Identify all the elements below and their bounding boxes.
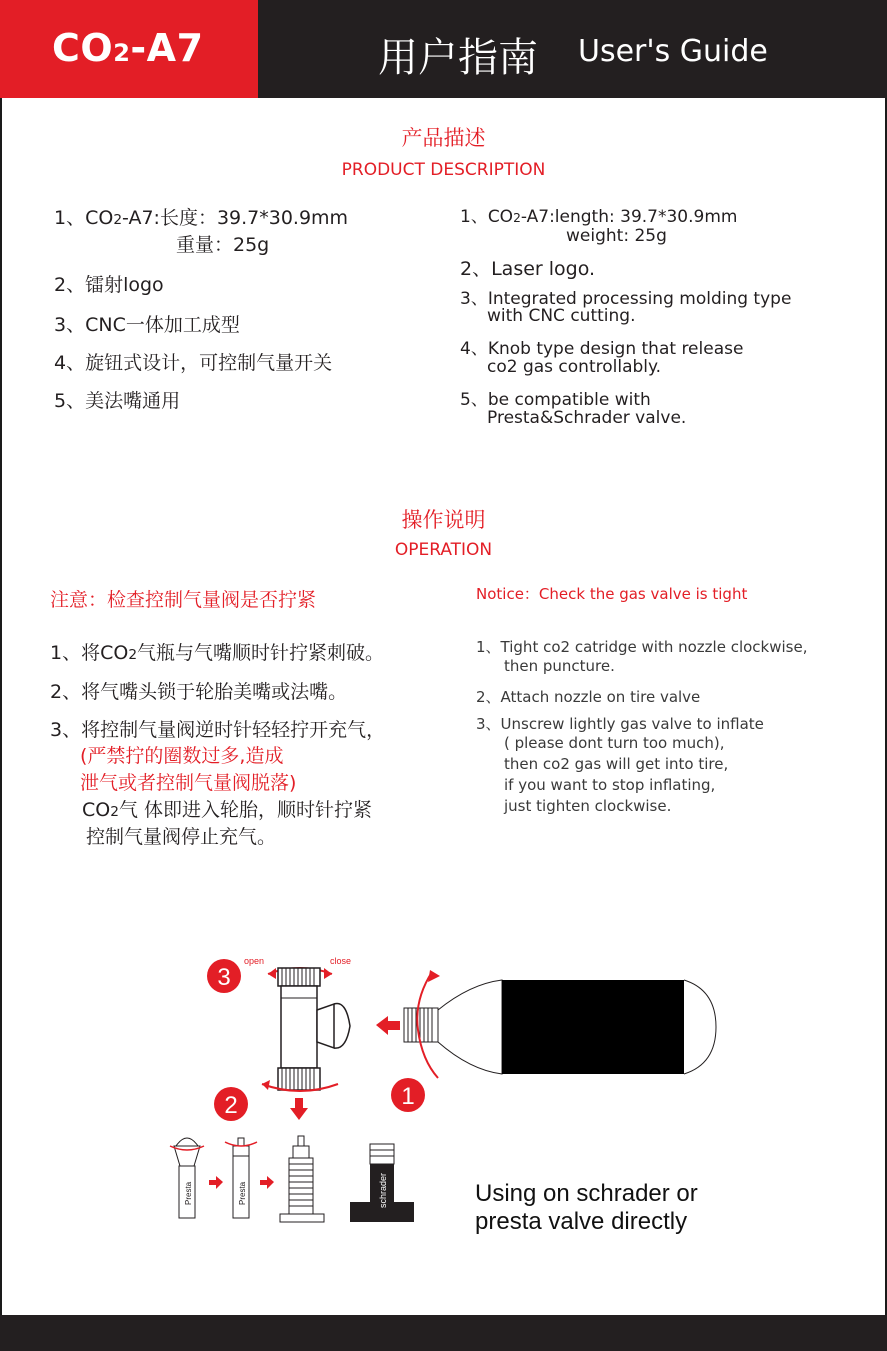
- caption-line-2: presta valve directly: [475, 1208, 688, 1235]
- desc-en-item-5: 5、be compatible with: [460, 390, 651, 410]
- presta-valve-open-icon: [225, 1138, 257, 1218]
- right-arrow-small-icon: [209, 1176, 223, 1189]
- model-badge: [0, 0, 258, 98]
- presta-valve-closed-icon: [170, 1138, 204, 1218]
- svg-text:schrader: schrader: [378, 1172, 388, 1208]
- op-en-step-1: 1、Tight co2 catridge with nozzle clockwise,: [476, 638, 808, 656]
- model-name: CO2-A7: [52, 26, 204, 70]
- op-en-step-3-cont-1: ( please dont turn too much),: [504, 734, 725, 752]
- footer-bar: [0, 1315, 887, 1351]
- svg-text:3: 3: [217, 964, 231, 991]
- desc-en-item-3: 3、Integrated processing molding type: [460, 289, 792, 309]
- header-bar: [0, 0, 887, 98]
- caption-line-1: Using on schrader or: [475, 1180, 698, 1207]
- open-label: open: [244, 956, 265, 966]
- usage-diagram: [0, 940, 887, 1240]
- operation-title-en: OPERATION: [394, 540, 493, 560]
- op-cn-step-3-cont-2: 控制气量阀停止充气。: [86, 826, 277, 848]
- op-cn-step-2: 2、将气嘴头锁于轮胎美嘴或法嘴。: [50, 681, 348, 703]
- svg-text:2: 2: [224, 1092, 238, 1119]
- step-1-badge: [391, 1078, 425, 1112]
- description-title-cn: 产品描述: [401, 126, 486, 150]
- desc-cn-item-4: 4、旋钮式设计，可控制气量开关: [54, 352, 333, 374]
- operation-title-cn: 操作说明: [401, 508, 486, 532]
- desc-en-item-4: 4、Knob type design that release: [460, 339, 744, 359]
- down-arrow-icon: [290, 1098, 308, 1120]
- co2-cartridge-icon: [438, 980, 716, 1074]
- left-arrow-icon: [376, 1016, 400, 1035]
- cartridge-nozzle-icon: [404, 1008, 438, 1042]
- desc-en-item-1-weight: weight: 25g: [566, 226, 667, 246]
- presta-adapter-icon: [280, 1136, 324, 1222]
- op-cn-step-3: 3、将控制气量阀逆时针轻轻拧开充气，: [50, 719, 386, 741]
- op-cn-step-1: 1、将CO2气瓶与气嘴顺时针拧紧刺破。: [50, 642, 385, 664]
- op-en-step-3-cont-4: just tighten clockwise.: [504, 797, 672, 815]
- svg-text:Presta: Presta: [238, 1181, 247, 1205]
- step-3-badge: [207, 959, 241, 993]
- step-2-badge: [214, 1087, 248, 1121]
- inflator-head-icon: [278, 968, 350, 1090]
- desc-en-item-1: 1、CO2-A7:length: 39.7*30.9mm: [460, 207, 738, 227]
- desc-cn-item-1-weight: 重量：25g: [176, 234, 270, 256]
- desc-en-item-3-cont: with CNC cutting.: [487, 306, 636, 326]
- schrader-valve-icon: [350, 1144, 414, 1222]
- op-en-step-3-cont-2: then co2 gas will get into tire,: [504, 755, 729, 773]
- desc-cn-item-5: 5、美法嘴通用: [54, 390, 181, 412]
- desc-cn-item-2: 2、镭射logo: [54, 274, 164, 296]
- op-cn-step-3-cont-1: CO2气 体即进入轮胎，顺时针拧紧: [82, 799, 372, 821]
- desc-en-item-5-cont: Presta&Schrader valve.: [487, 408, 687, 428]
- desc-cn-item-1: 1、CO2-A7:长度：39.7*30.9mm: [54, 207, 349, 229]
- op-cn-step-3-warning-2: 泄气或者控制气量阀脱落): [80, 772, 297, 794]
- op-en-step-3: 3、Unscrew lightly gas valve to inflate: [476, 715, 764, 733]
- op-en-step-2: 2、Attach nozzle on tire valve: [476, 688, 701, 706]
- guide-title-cn: 用户指南: [378, 35, 538, 81]
- guide-title-en: User's Guide: [578, 34, 768, 69]
- op-cn-step-3-warning-1: (严禁拧的圈数过多,造成: [80, 745, 284, 767]
- op-en-step-3-cont-3: if you want to stop inflating,: [504, 776, 716, 794]
- description-title-en: PRODUCT DESCRIPTION: [341, 160, 546, 180]
- right-arrow-small-icon-2: [260, 1176, 274, 1189]
- notice-cn: 注意：检查控制气量阀是否拧紧: [50, 589, 317, 611]
- desc-en-item-2: 2、Laser logo.: [460, 258, 596, 280]
- notice-en: Notice：Check the gas valve is tight: [476, 585, 748, 603]
- close-label: close: [330, 956, 352, 966]
- svg-text:1: 1: [401, 1083, 415, 1110]
- svg-text:Presta: Presta: [184, 1181, 193, 1205]
- desc-cn-item-3: 3、CNC一体加工成型: [54, 314, 240, 336]
- op-en-step-1-cont: then puncture.: [504, 657, 615, 675]
- desc-en-item-4-cont: co2 gas controllably.: [487, 357, 662, 377]
